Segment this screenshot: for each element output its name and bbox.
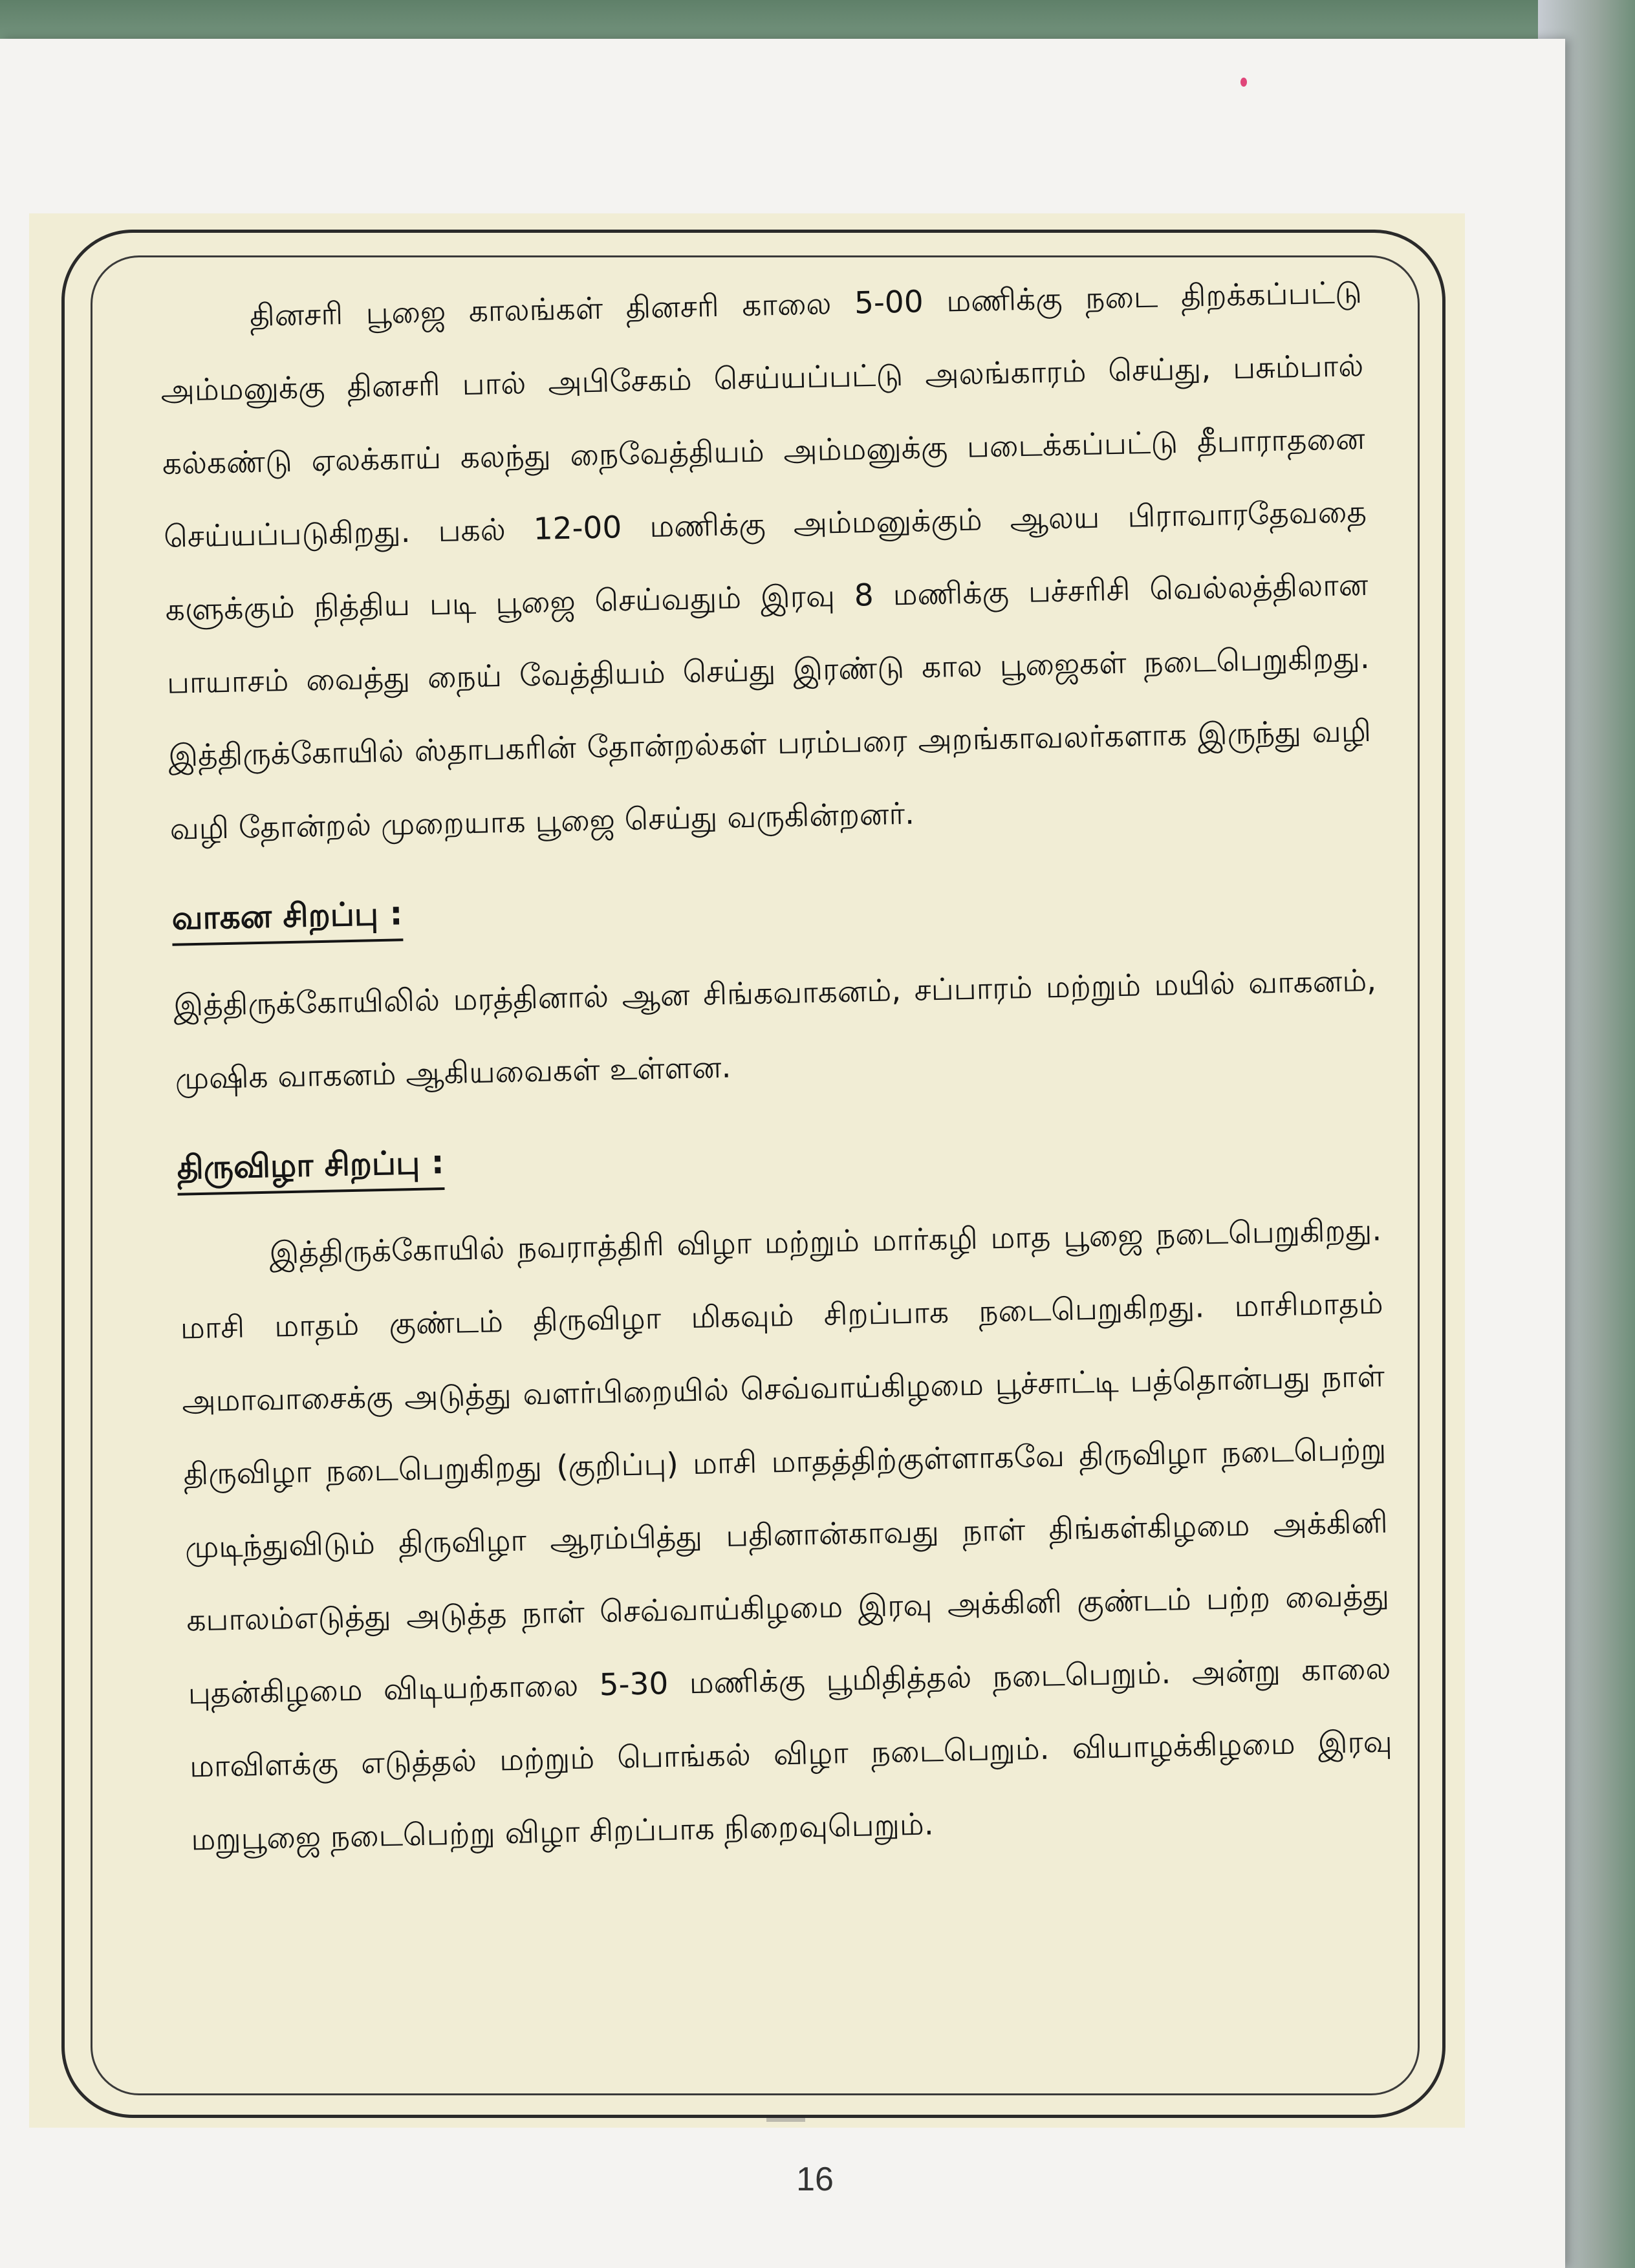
heading-festival: திருவிழா சிறப்பு : [177,1139,445,1196]
page-number: 16 [796,2161,834,2198]
ink-speck [1240,78,1247,87]
paragraph-daily-pooja: தினசரி பூஜை காலங்கள் தினசரி காலை 5-00 மணிக்கு நடை திறக்கப்பட்டு அம்மனுக்கு தினசரி பால் அபிசேகம் செய்யப்பட்டு அலங்காரம் செய்து, பசும்பால் கல்கண்டு ஏலக்காய் கலந்து நைவேத்தியம் அம்மனுக்கு படைக்கப்பட்டு தீபாராதனை செய்யப்படுகிறது. பகல் 12-00 மணிக்கு அம்மனுக்கும் ஆலய பிராவாரதேவதை களுக்கும் நித்திய படி பூஜை செய்வதும் இரவு 8 மணிக்கு பச்சரிசி வெல்லத்திலான பாயாசம் வைத்து நைய் வேத்தியம் செய்து இரண்டு கால பூஜைகள் நடைபெறுகிறது. இத்திருக்கோயில் ஸ்தாபகரின் தோன்றல்கள் பரம்பரை அறங்காவலர்களாக இருந்து வழி வழி தோன்றல் முறையாக பூஜை செய்து வருகின்றனர். [160,275,1372,847]
paragraph-vahana: இத்திருக்கோயிலில் மரத்தினால் ஆன சிங்கவாகனம், சப்பாரம் மற்றும் மயில் வாகனம், முஷிக வாகனம் ஆகியவைகள் உள்ளன. [173,962,1377,1097]
paragraph-festival: இத்திருக்கோயில் நவராத்திரி விழா மற்றும் மார்கழி மாத பூஜை நடைபெறுகிறது. மாசி மாதம் குண்டம் திருவிழா மிகவும் சிறப்பாக நடைபெறுகிறது. மாசிமாதம் அமாவாசைக்கு அடுத்து வளர்பிறையில் செவ்வாய்கிழமை பூச்சாட்டி பத்தொன்பது நாள் திருவிழா நடைபெறுகிறது (குறிப்பு) மாசி மாதத்திற்குள்ளாகவே திருவிழா நடைபெற்று முடிந்துவிடும் திருவிழா ஆரம்பித்து பதினான்காவது நாள் திங்கள்கிழமை அக்கினி கபாலம்எடுத்து அடுத்த நாள் செவ்வாய்கிழமை இரவு அக்கினி குண்டம் பற்ற வைத்து புதன்கிழமை விடியற்காலை 5-30 மணிக்கு பூமிதித்தல் நடைபெறும். அன்று காலை மாவிளக்கு எடுத்தல் மற்றும் பொங்கல் விழா நடைபெறும். வியாழக்கிழமை இரவு மறுபூஜை நடைபெற்று விழா சிறப்பாக நிறைவுபெறும். [180,1212,1393,1858]
page-content [158,256,1394,1876]
print-mark [766,2118,805,2122]
heading-vahana: வாகன சிறப்பு : [171,891,403,945]
